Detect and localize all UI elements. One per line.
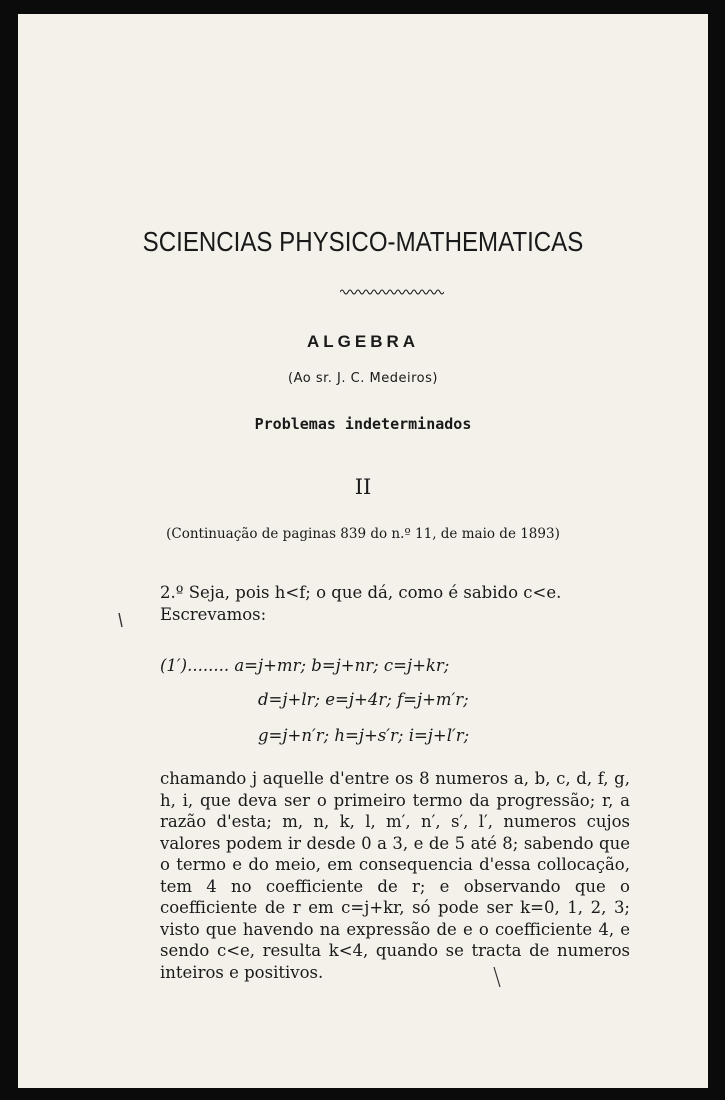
equation-line-3: g=j+n′r; h=j+s′r; i=j+l′r; bbox=[258, 726, 470, 745]
paragraph-2: chamando j aquelle d'entre os 8 numeros a, b, c, d, f, g, h, i, que deva ser o primeiro termo da progressão; r, a razão d'esta; m, n, k, l, m′, n′, s′, l′, numeros cujos valores podem ir desde 0 a 3, e de 5 até 8; sabendo que o termo e do meio, em consequencia d'essa collocação, tem 4 no coefficiente de r; e observando que o coefficiente de r em c=j+kr, só pode ser k=0, 1, 2, 3; visto que havendo na expressão de e o coefficiente 4, e sendo c<e, resulta k<4, quando se tracta de numeros inteiros e positivos. bbox=[160, 769, 630, 982]
wavy-rule-ornament bbox=[340, 288, 444, 296]
equation-line-1: (1′)........ a=j+mr; b=j+nr; c=j+kr; bbox=[160, 656, 450, 675]
part-number: II bbox=[354, 475, 372, 499]
stray-ink-mark bbox=[493, 966, 501, 988]
section-title: SCIENCIAS PHYSICO-MATHEMATICAS bbox=[142, 226, 584, 257]
dedication-line: (Ao sr. J. C. Medeiros) bbox=[288, 371, 438, 386]
paragraph-1: 2.º Seja, pois h<f; o que dá, como é sabido c<e. Escrevamos: bbox=[160, 583, 562, 624]
equation-line-2: d=j+lr; e=j+4r; f=j+m′r; bbox=[258, 690, 469, 709]
subject-heading: ALGEBRA bbox=[306, 332, 420, 351]
continuation-note: (Continuação de paginas 839 do n.º 11, de maio de 1893) bbox=[166, 526, 560, 542]
stray-ink-mark bbox=[118, 612, 124, 628]
problem-title: Problemas indeterminados bbox=[254, 415, 472, 433]
document-page bbox=[18, 14, 708, 1088]
